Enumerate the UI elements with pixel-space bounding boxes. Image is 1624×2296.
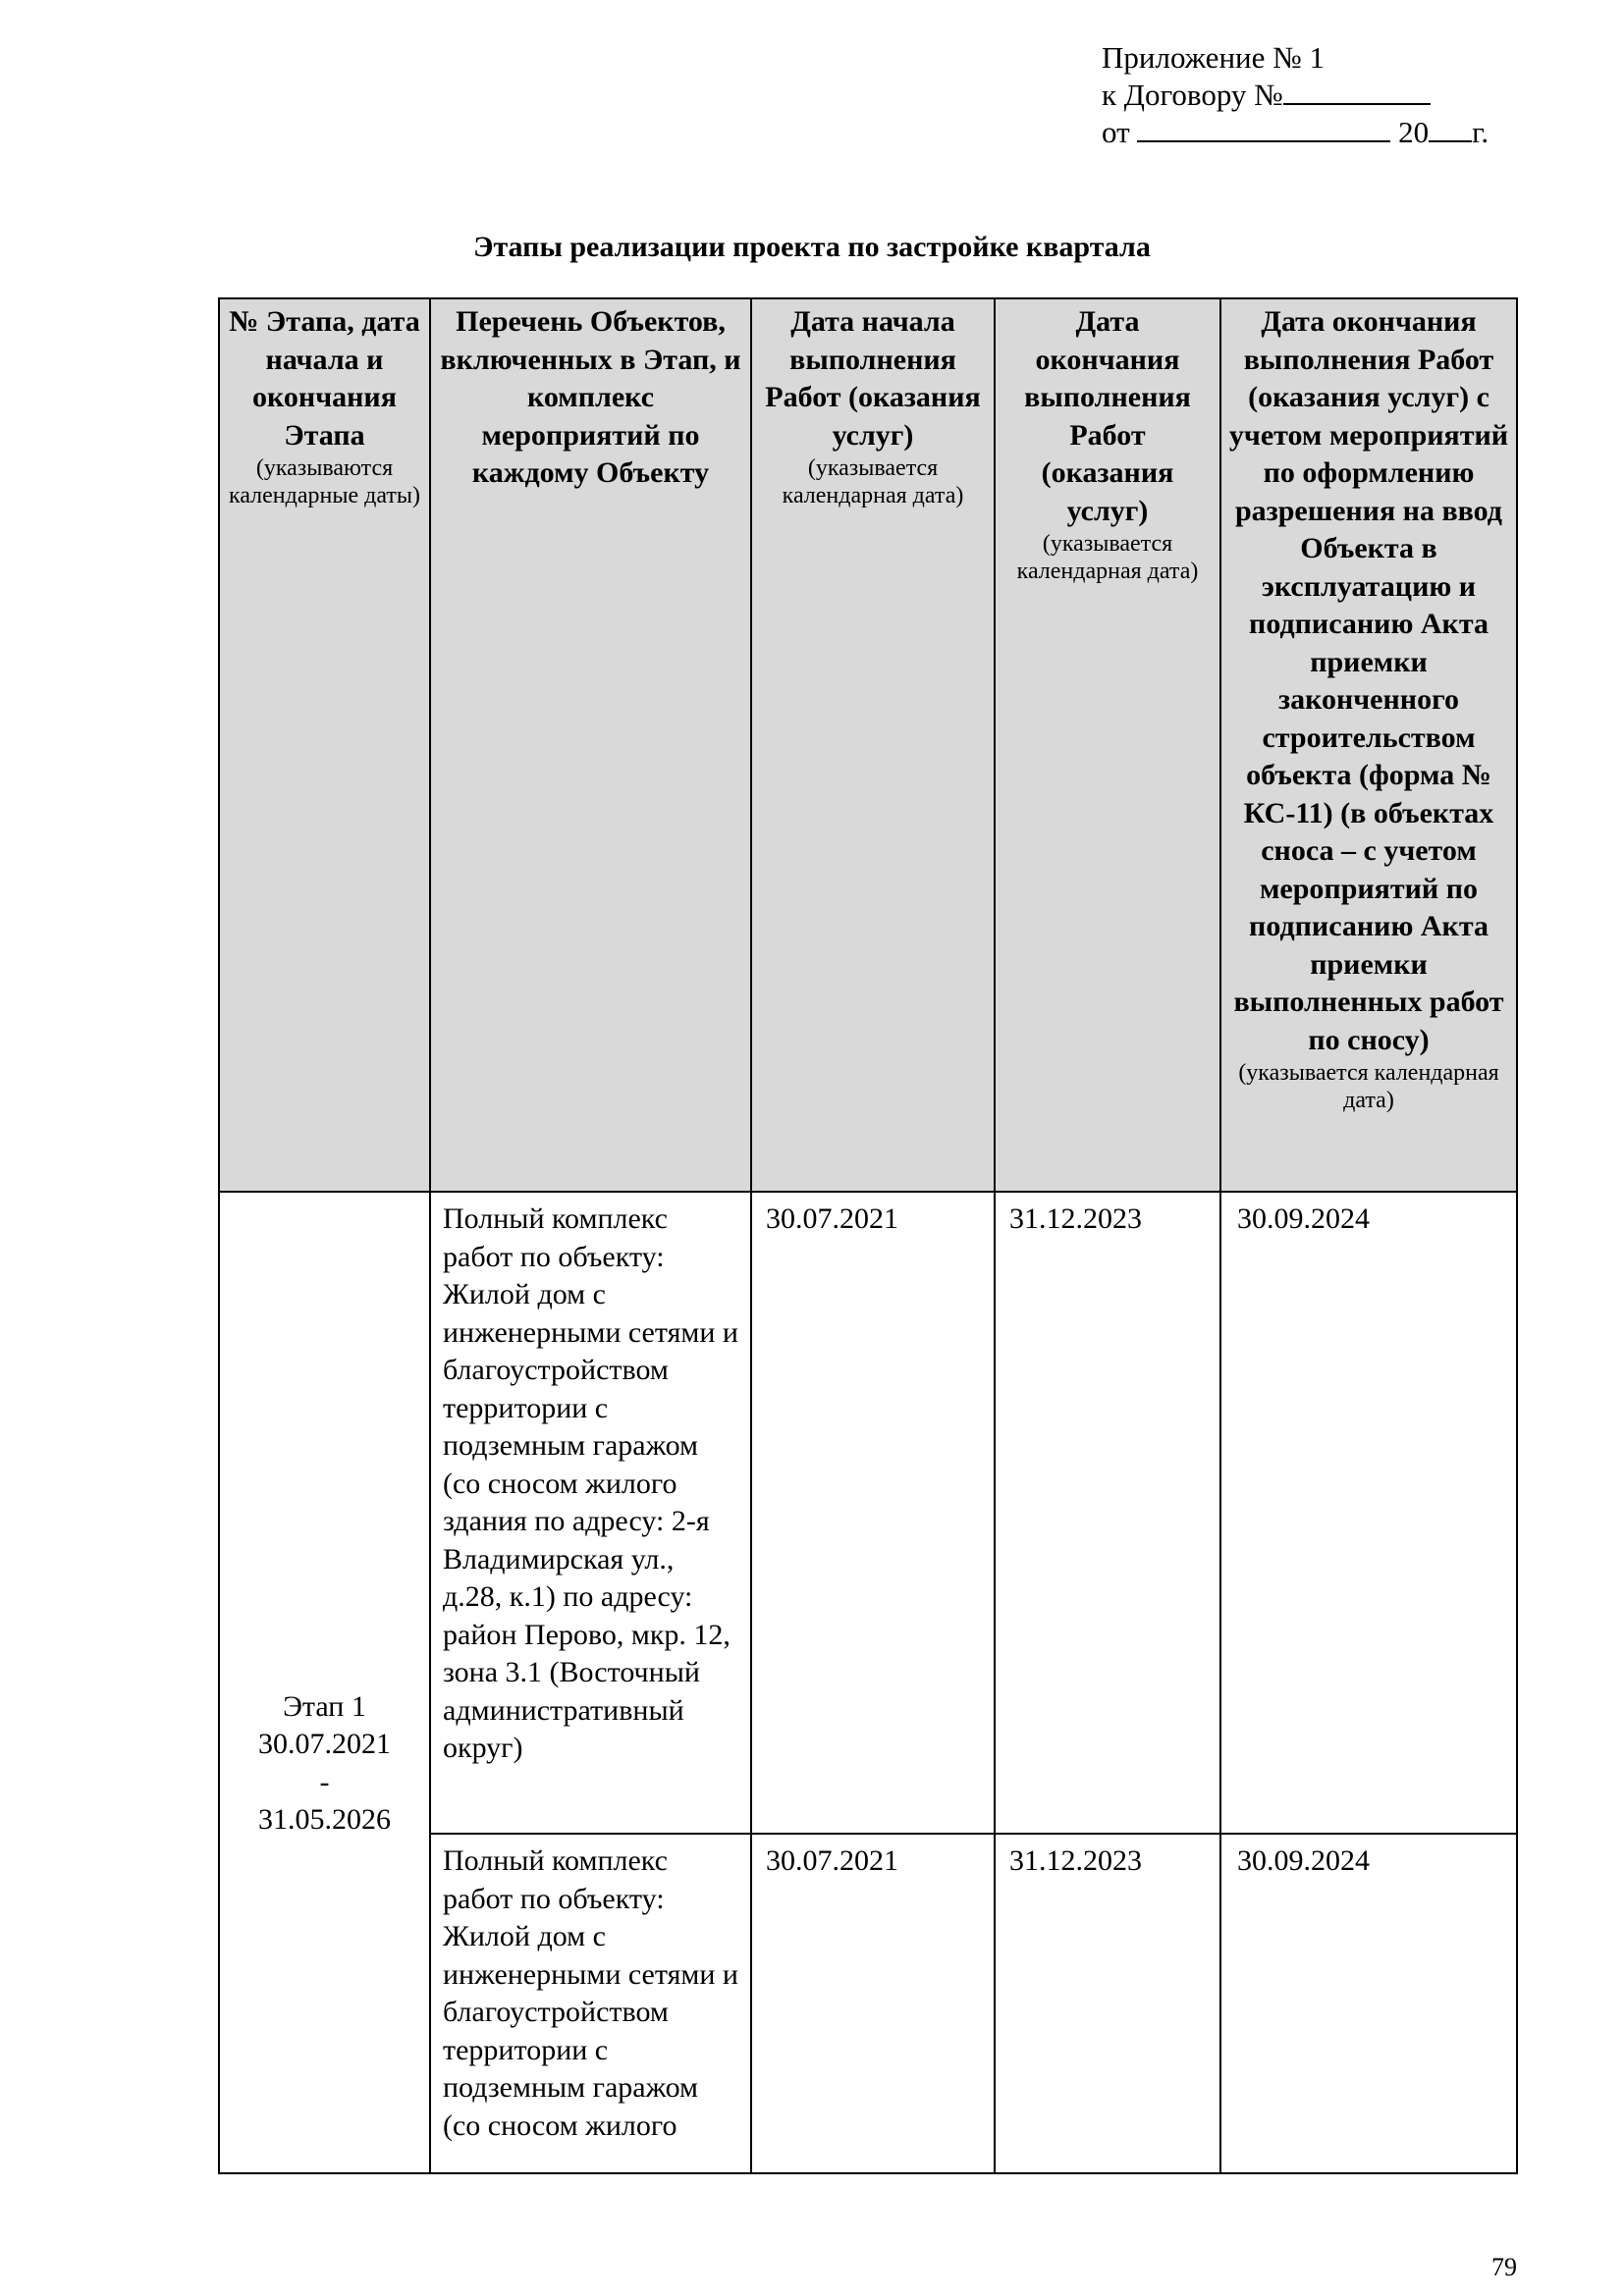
header-stage-note: (указываются календарные даты) [229, 455, 420, 508]
header-start-date [751, 298, 995, 1192]
header-final-date [1220, 298, 1517, 1192]
header-end-date [995, 298, 1220, 1192]
table-header-row [219, 298, 1517, 1192]
final-date: 30.09.2024 [1220, 1834, 1517, 2173]
stage-dash: - [319, 1765, 330, 1798]
stages-table [218, 297, 1518, 2174]
header-stage [219, 298, 430, 1192]
header-objects [430, 298, 751, 1192]
end-date: 31.12.2023 [995, 1192, 1220, 1834]
annex-from-label: от [1102, 115, 1130, 149]
header-start-date-title: Дата начала выполнения Работ (оказания услуг) [765, 305, 981, 452]
document-title: Этапы реализации проекта по застройке квартала [473, 231, 1151, 263]
header-stage-title: № Этапа, дата начала и окончания Этапа [229, 305, 420, 452]
year-blank [1429, 115, 1472, 142]
stage-start: 30.07.2021 [258, 1728, 391, 1760]
annex-line-3 [1102, 114, 1489, 151]
header-objects-title: Перечень Объектов, включенных в Этап, и комплекс мероприятий по каждому Объекту [440, 305, 741, 489]
annex-year-suffix: г. [1472, 115, 1489, 149]
stage-end: 31.05.2026 [258, 1803, 391, 1836]
annex-line-2 [1102, 77, 1489, 114]
stage-cell [219, 1192, 430, 2173]
header-end-date-title: Дата окончания выполнения Работ (оказания услуг) [1024, 305, 1191, 527]
final-date: 30.09.2024 [1220, 1192, 1517, 1834]
contract-number-blank [1283, 78, 1431, 105]
start-date: 30.07.2021 [751, 1192, 995, 1834]
annex-contract-label: к Договору № [1102, 78, 1283, 112]
annex-year-label: 20 [1398, 115, 1430, 149]
object-description: Полный комплекс работ по объекту: Жилой дом с инженерными сетями и благоустройством территории с подземным гаражом (со сносом жилого [430, 1834, 751, 2173]
start-date: 30.07.2021 [751, 1834, 995, 2173]
header-start-date-note: (указывается календарная дата) [782, 455, 964, 508]
end-date: 31.12.2023 [995, 1834, 1220, 2173]
object-description: Полный комплекс работ по объекту: Жилой дом с инженерными сетями и благоустройством территории с подземным гаражом (со сносом жилого здания по адресу: 2-я Владимирская ул., д.28, к.1) по адресу: район Перово, мкр. 12, зона 3.1 (Восточный административный округ) [430, 1192, 751, 1834]
header-final-date-note: (указывается календарная дата) [1238, 1060, 1499, 1113]
page-number: 79 [1491, 2253, 1517, 2281]
stage-label: Этап 1 [283, 1689, 366, 1723]
table-row [219, 1192, 1517, 1834]
annex-header [1102, 39, 1489, 151]
annex-line-1: Приложение № 1 [1102, 40, 1325, 75]
header-end-date-note: (указывается календарная дата) [1016, 531, 1199, 584]
contract-date-blank [1137, 115, 1390, 142]
header-final-date-title: Дата окончания выполнения Работ (оказания услуг) с учетом мероприятий по оформлению разрешения на ввод Объекта в эксплуатацию и подписанию Акта приемки законченного строительством объекта (форма № КС-11) (в объектах сноса – с учетом мероприятий по подписанию Акта приемки выполненных работ по сносу) [1228, 305, 1509, 1056]
